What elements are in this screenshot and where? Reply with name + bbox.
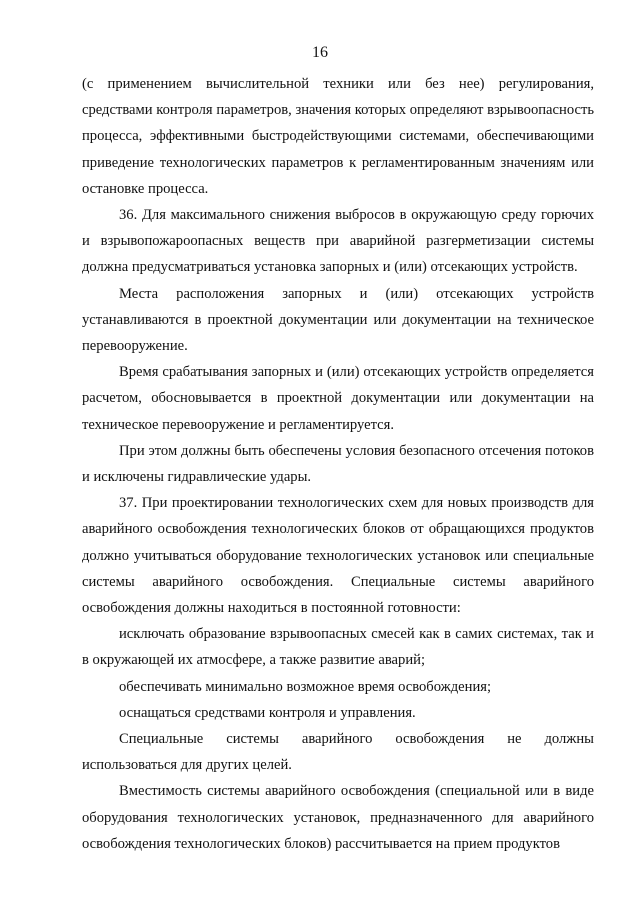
- list-item-min-time: обеспечивать минимально возможное время освобождения;: [119, 678, 492, 695]
- paragraph-capacity: Вместимость системы аварийного освобождения (специальной или в виде оборудования технологических установок, предназначенного для аварийного освобождения технологических блоков) рассчитывается на прием продуктов: [82, 783, 594, 852]
- paragraph-safe-shutoff: При этом должны быть обеспечены условия безопасного отсечения потоков и исключены гидравлические удары.: [82, 442, 594, 486]
- paragraph-37: 37. При проектировании технологических схем для новых производств для аварийного освобождения технологических блоков от обращающихся продуктов должно учитываться оборудование технологических установок или специальные системы аварийного освобождения. Специальные системы аварийного освобождения должны находиться в постоянной готовности:: [82, 495, 594, 617]
- list-item-control-means: оснащаться средствами контроля и управления.: [119, 704, 416, 721]
- paragraph-no-other-use: Специальные системы аварийного освобождения не должны использоваться для других целей.: [82, 731, 594, 774]
- paragraph-valve-locations: Места расположения запорных и (или) отсекающих устройств устанавливаются в проектной документации или документации на техническое перевооружение.: [82, 285, 594, 355]
- page-number: 16: [312, 44, 328, 61]
- paragraph-response-time: Время срабатывания запорных и (или) отсекающих устройств определяется расчетом, обосновывается в проектной документации или документации на техническое перевооружение и регламентируется.: [82, 364, 594, 433]
- paragraph-continuation: (с применением вычислительной техники или без нее) регулирования, средствами контроля параметров, значения которых определяют взрывоопасность процесса, эффективными быстродействующими системами, обеспечивающими приведение технологических параметров к регламентированным значениям или остановке процесса.: [82, 76, 594, 197]
- paragraph-36: 36. Для максимального снижения выбросов в окружающую среду горючих и взрывопожароопасных веществ при аварийной разгерметизации системы должна предусматриваться установка запорных и (или) отсекающих устройств.: [82, 207, 594, 276]
- document-body: [82, 71, 594, 857]
- list-item-exclude-mixtures: исключать образование взрывоопасных смесей как в самих системах, так и в окружающей их атмосфере, а также развитие аварий;: [82, 626, 594, 669]
